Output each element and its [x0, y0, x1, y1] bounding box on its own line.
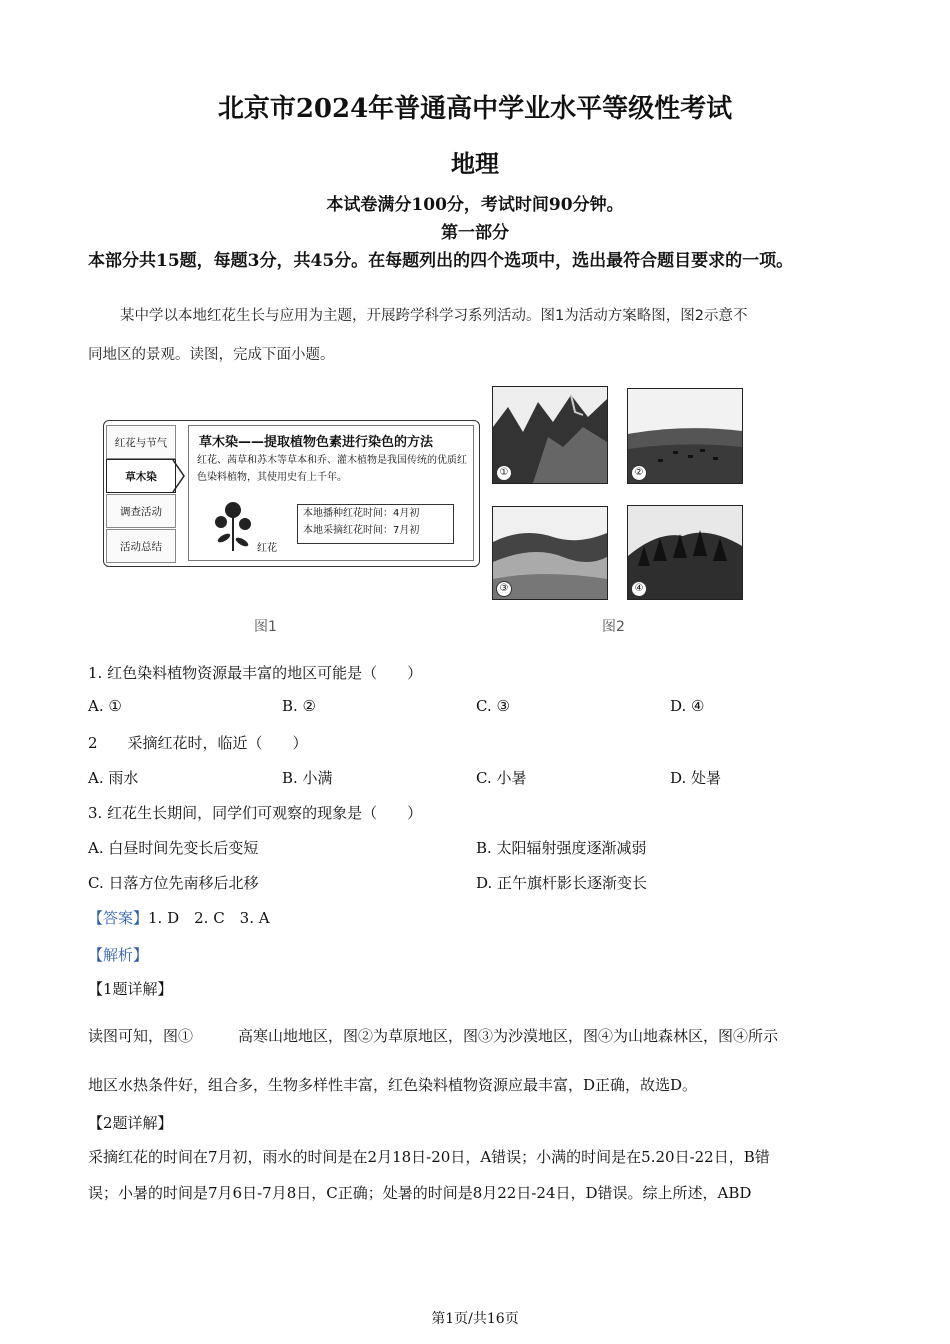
q1-detail-line-2: 地区水热条件好，组合多，生物多样性丰富，红色染料植物资源应最丰富，D正确，故选D。	[88, 1076, 698, 1094]
subject-title: 地理	[451, 149, 499, 178]
photo-label-2: ②	[631, 465, 647, 481]
stem-line-1: 某中学以本地红花生长与应用为主题，开展跨学科学习系列活动。图1为活动方案略图，图2示意不	[120, 308, 748, 324]
answer-line	[88, 907, 270, 928]
stem-line-2: 同地区的景观。读图，完成下面小题。	[88, 347, 335, 363]
sowing-date: 本地播种红花时间：4月初	[303, 508, 420, 519]
q3-option-d: D. 正午旗杆影长逐渐变长	[476, 874, 648, 892]
q1-option-c: C. ③	[476, 697, 510, 715]
flower-label: 红花	[257, 543, 277, 554]
figure-2-caption: 图2	[602, 619, 625, 635]
landscape-photo-1-alpine	[492, 386, 608, 484]
photo-label-1: ①	[496, 465, 512, 481]
q1-option-a: A. ①	[88, 697, 122, 715]
q2-detail-title: 【2题详解】	[88, 1114, 173, 1132]
question-3: 3. 红花生长期间，同学们可观察的现象是（ ）	[88, 804, 423, 822]
q2-detail-line-2: 误；小暑的时间是7月6日-7月8日，C正确；处暑的时间是8月22日-24日，D错误。综上所述，ABD	[88, 1184, 752, 1202]
exam-info: 本试卷满分100分，考试时间90分钟。	[326, 195, 624, 215]
q2-option-b: B. 小满	[282, 769, 333, 787]
landscape-photo-4-forest	[627, 505, 743, 600]
picking-date: 本地采摘红花时间：7月初	[303, 525, 420, 536]
tab-honghua-jieqi: 红花与节气	[106, 425, 176, 459]
part-title: 第一部分	[441, 223, 509, 243]
q1-detail-title: 【1题详解】	[88, 980, 173, 998]
q2-option-c: C. 小暑	[476, 769, 527, 787]
tab-zongjie: 活动总结	[106, 529, 176, 563]
photo-label-4: ④	[631, 581, 647, 597]
answer-text: 1. D 2. C 3. A	[148, 909, 270, 927]
landscape-photo-3-desert	[492, 506, 608, 600]
q1-option-d: D. ④	[670, 697, 705, 715]
q3-option-c: C. 日落方位先南移后北移	[88, 874, 259, 892]
photo-label-3: ③	[496, 581, 512, 597]
question-1: 1. 红色染料植物资源最丰富的地区可能是（ ）	[88, 664, 423, 682]
figure-1-activity-plan	[103, 420, 480, 567]
panel-title: 草木染——提取植物色素进行染色的方法	[199, 435, 434, 450]
active-tab-arrow-icon	[172, 459, 186, 493]
page-footer: 第1页/共16页	[431, 1311, 519, 1327]
q1-detail-line-1: 读图可知，图① 高寒山地地区，图②为草原地区，图③为沙漠地区，图④为山地森林区，图④所示	[88, 1027, 779, 1045]
q2-option-a: A. 雨水	[88, 769, 139, 787]
analysis-label: 【解析】	[88, 946, 149, 964]
landscape-photo-2-grassland	[627, 388, 743, 484]
planting-dates-box	[297, 504, 454, 544]
part-instructions: 本部分共15题，每题3分，共45分。在每题列出的四个选项中，选出最符合题目要求的一项。	[88, 251, 794, 271]
q1-option-b: B. ②	[282, 697, 317, 715]
caomuran-panel	[188, 425, 474, 561]
q3-option-b: B. 太阳辐射强度逐渐减弱	[476, 839, 647, 857]
tab-diaocha: 调查活动	[106, 494, 176, 528]
figure-1-caption: 图1	[254, 619, 277, 635]
tab-caomuran: 草木染	[106, 459, 176, 493]
panel-text: 红花、茜草和苏木等草本和乔、灌木植物是我国传统的优质红色染料植物，其使用史有上千年。	[197, 455, 467, 483]
q2-option-d: D. 处暑	[670, 769, 722, 787]
q3-option-a: A. 白昼时间先变长后变短	[88, 839, 259, 857]
answer-label: 【答案】	[88, 909, 149, 927]
question-2: 2 采摘红花时，临近（ ）	[88, 734, 308, 752]
exam-title: 北京市2024年普通高中学业水平等级性考试	[217, 94, 733, 124]
q2-detail-line-1: 采摘红花的时间在7月初，雨水的时间是在2月18日-20日，A错误；小满的时间是在5.20日-22日，B错	[88, 1148, 770, 1166]
safflower-icon	[209, 496, 257, 552]
